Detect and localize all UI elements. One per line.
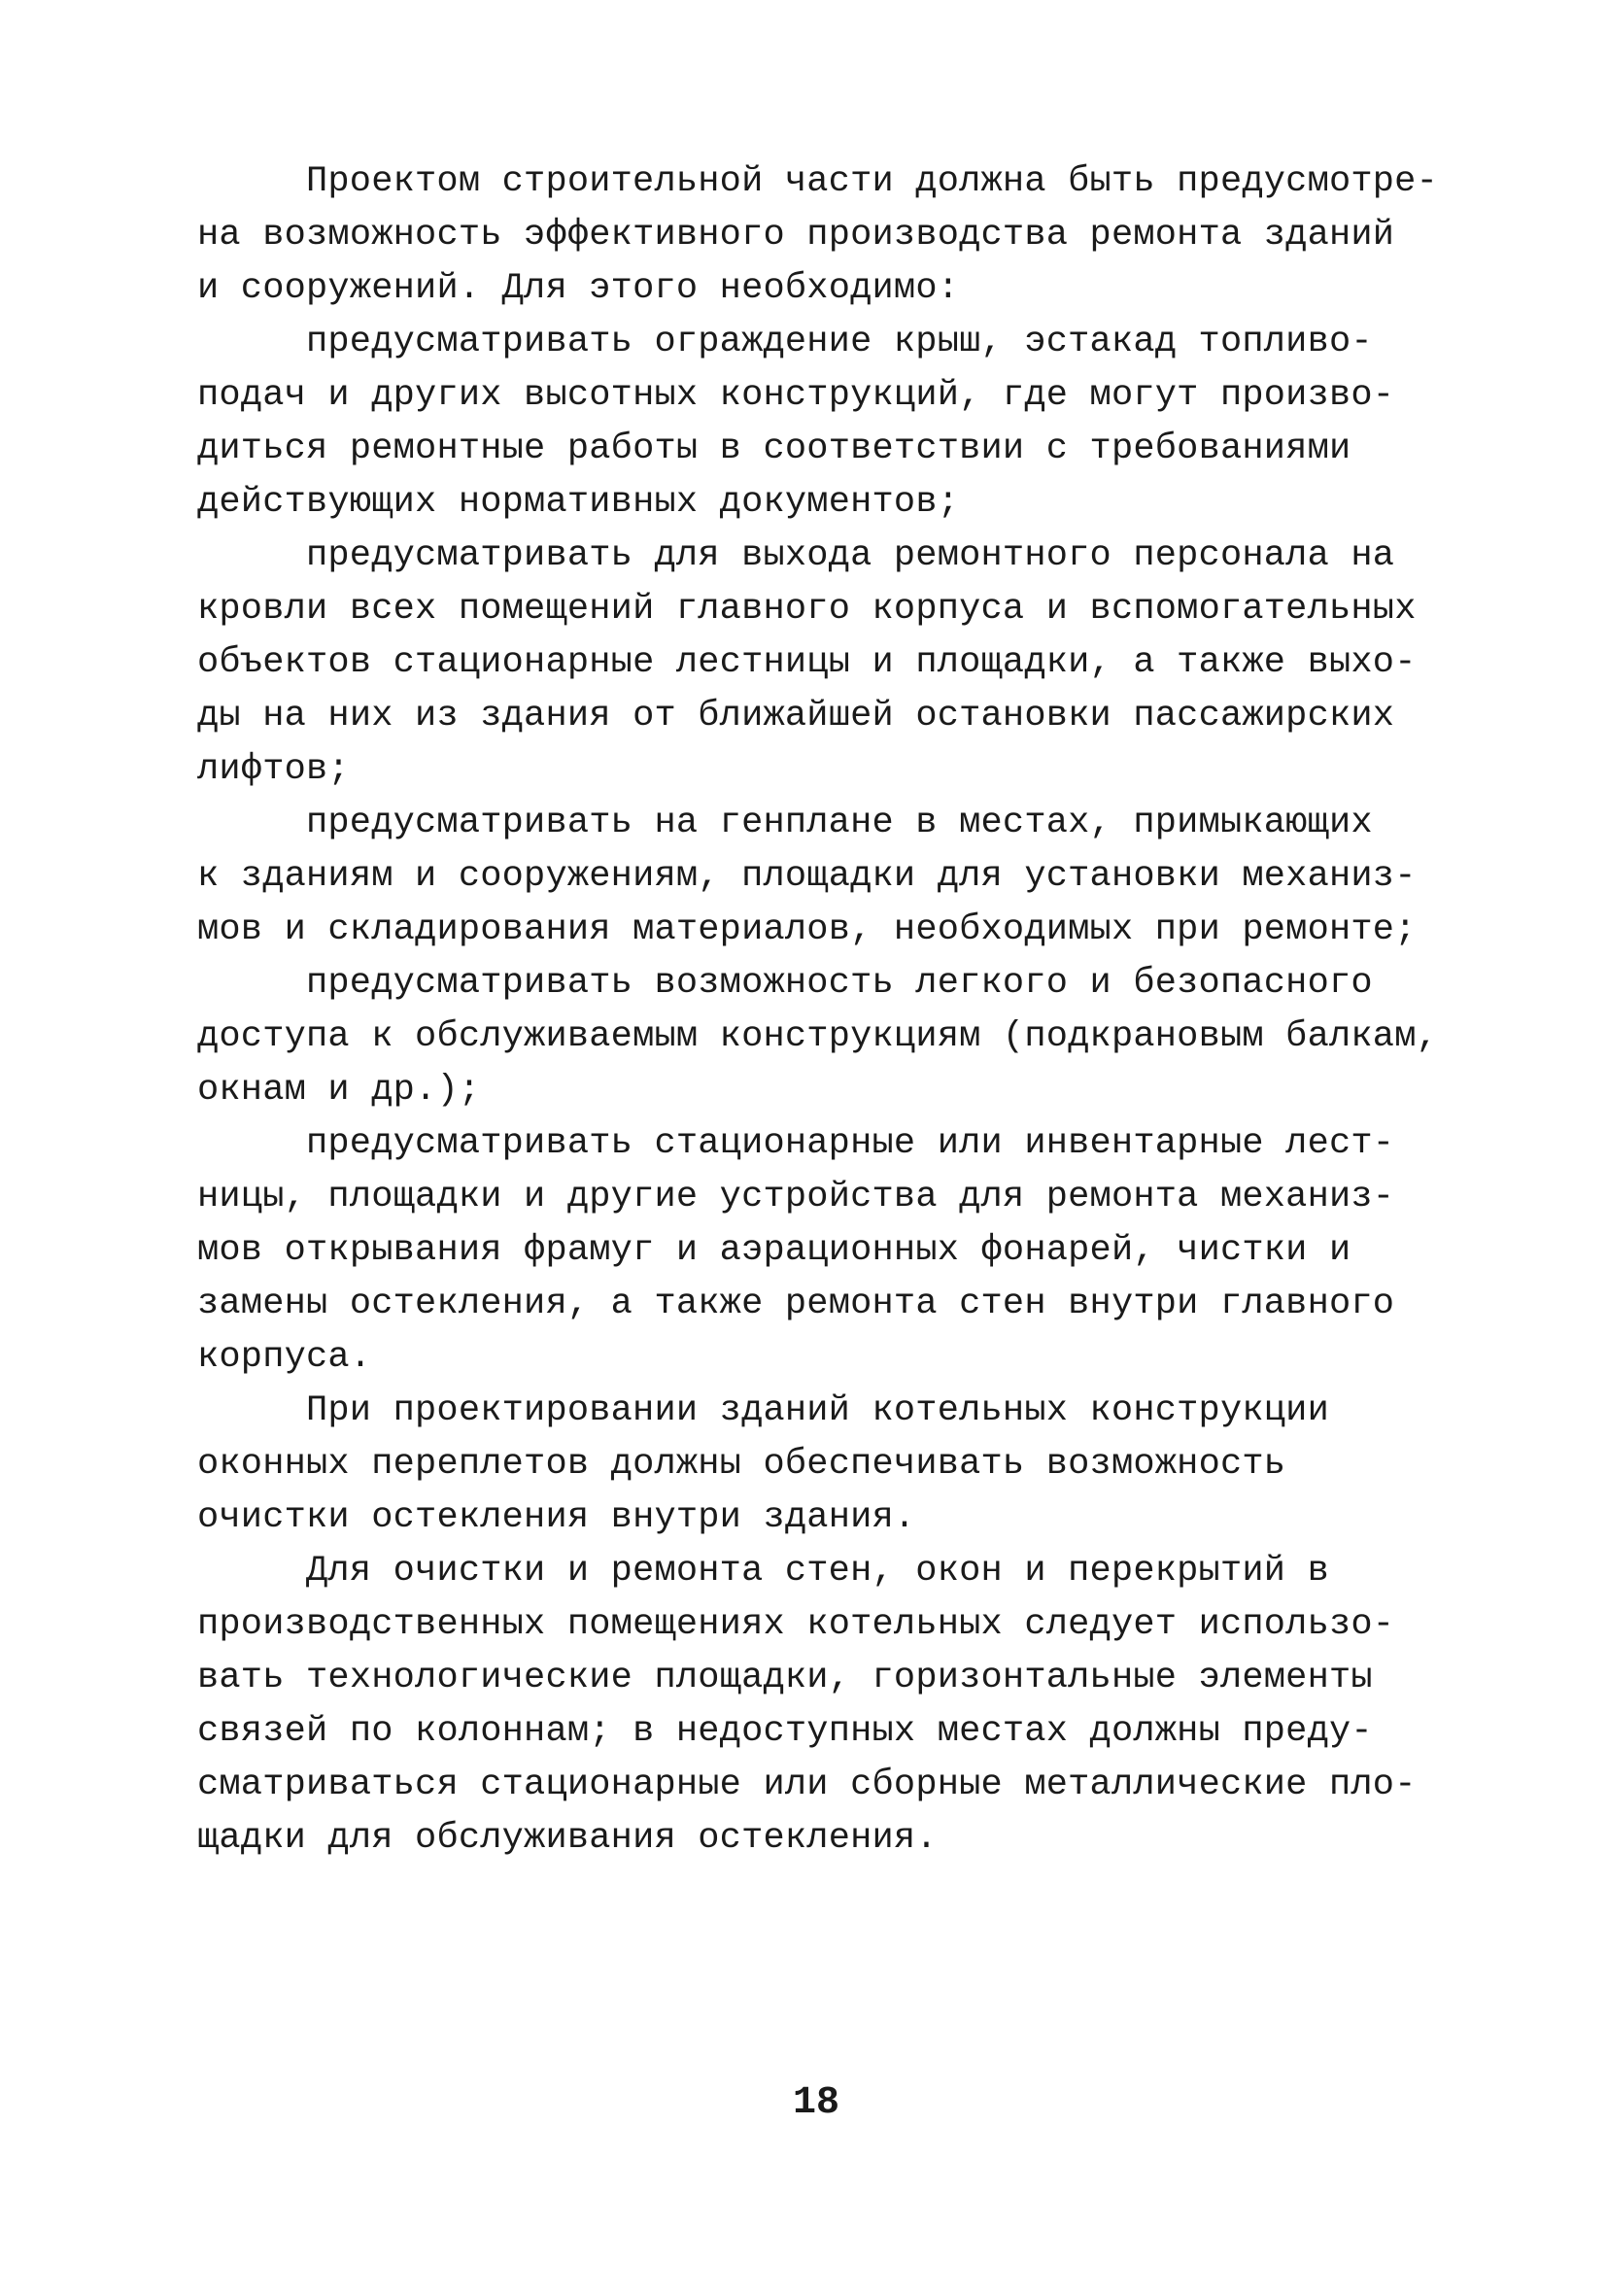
text-line: предусматривать на генплане в местах, примыкающих	[306, 803, 1373, 843]
text-line: на возможность эффективного производства ремонта зданий	[197, 215, 1395, 256]
text-line: ды на них из здания от ближайшей остановки пассажирских	[197, 696, 1395, 737]
text-line: предусматривать стационарные или инвентарные лест-	[306, 1123, 1395, 1164]
text-line: сматриваться стационарные или сборные металлические пло-	[197, 1765, 1417, 1805]
paragraph-roof-fencing	[197, 316, 1421, 530]
text-line: вать технологические площадки, горизонтальные элементы	[197, 1658, 1373, 1698]
paragraph-roof-access	[197, 530, 1421, 797]
text-line: действующих нормативных документов;	[197, 482, 960, 523]
paragraph-cleaning	[197, 1545, 1421, 1866]
text-line: и сооружений. Для этого необходимо:	[197, 268, 960, 309]
text-line: диться ремонтные работы в соответствии с требованиями	[197, 428, 1351, 469]
text-line: При проектировании зданий котельных конструкции	[306, 1390, 1329, 1431]
paragraph-site-plan	[197, 797, 1421, 957]
text-line: производственных помещениях котельных следует использо-	[197, 1604, 1395, 1645]
paragraph-window-frames	[197, 1385, 1421, 1545]
text-line: оконных переплетов должны обеспечивать возможность	[197, 1444, 1286, 1485]
text-line: ницы, площадки и другие устройства для ремонта механиз-	[197, 1177, 1395, 1217]
body-text	[197, 155, 1439, 1866]
text-line: замены остекления, а также ремонта стен внутри главного	[197, 1284, 1395, 1324]
paragraph-intro	[197, 155, 1438, 316]
text-line: предусматривать для выхода ремонтного персонала на	[306, 535, 1395, 576]
page-number: 18	[792, 2081, 839, 2125]
text-line: Для очистки и ремонта стен, окон и перекрытий в	[306, 1551, 1329, 1592]
text-line: подач и других высотных конструкций, где могут произво-	[197, 375, 1395, 416]
text-line: мов и складирования материалов, необходимых при ремонте;	[197, 909, 1417, 950]
text-line: доступа к обслуживаемым конструкциям (подкрановым балкам,	[197, 1016, 1439, 1057]
text-line: мов открывания фрамуг и аэрационных фонарей, чистки и	[197, 1230, 1351, 1271]
text-line: к зданиям и сооружениям, площадки для установки механиз-	[197, 856, 1417, 897]
text-line: Проектом строительной части должна быть предусмотре-	[306, 161, 1438, 202]
text-line: очистки остекления внутри здания.	[197, 1497, 916, 1538]
text-line: предусматривать ограждение крыш, эстакад топливо-	[306, 322, 1373, 362]
text-line: объектов стационарные лестницы и площадки, а также выхо-	[197, 642, 1417, 683]
paragraph-safe-access	[197, 957, 1439, 1117]
text-line: связей по колоннам; в недоступных местах должны преду-	[197, 1711, 1373, 1752]
text-line: корпуса.	[197, 1337, 372, 1378]
text-line: лифтов;	[197, 749, 350, 790]
text-line: кровли всех помещений главного корпуса и вспомогательных	[197, 589, 1417, 630]
text-line: предусматривать возможность легкого и безопасного	[306, 963, 1373, 1004]
paragraph-ladders	[197, 1117, 1421, 1385]
text-line: окнам и др.);	[197, 1070, 481, 1111]
text-line: щадки для обслуживания остекления.	[197, 1818, 938, 1859]
